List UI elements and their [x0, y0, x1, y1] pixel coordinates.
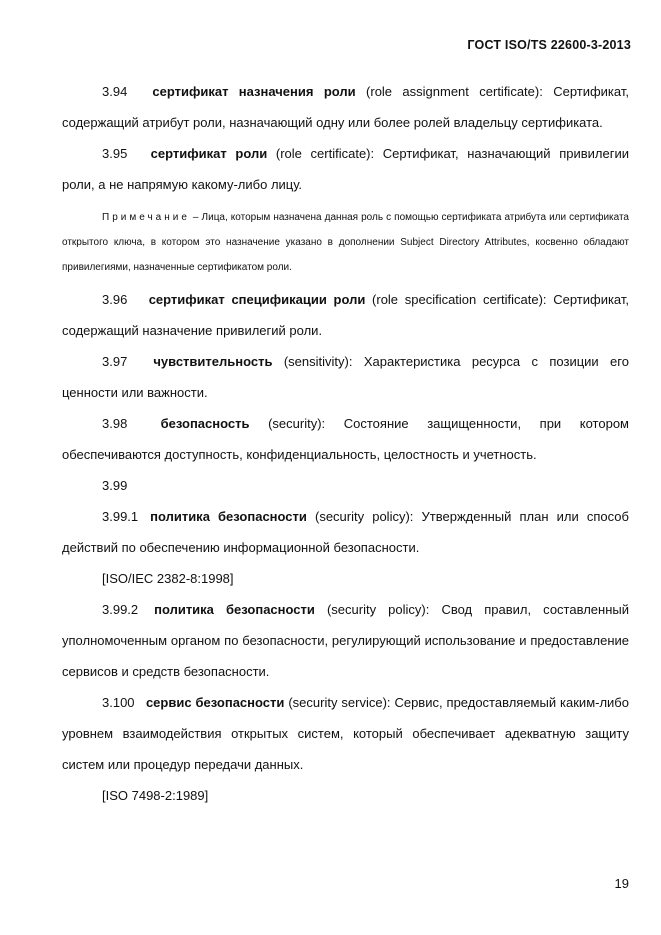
entry-term: сертификат роли [150, 146, 268, 161]
document-body [62, 76, 629, 811]
source-reference: [ISO/IEC 2382-8:1998] [102, 571, 234, 586]
entry-definition: (role assignment certificate): Сертификат, содержащий атрибут роли, назначающий одну или более ролей владельцу сертификата. [62, 84, 629, 130]
source-reference: [ISO 7498-2:1989] [102, 788, 209, 803]
entry-term: сертификат назначения роли [152, 84, 356, 99]
entry-term: сервис безопасности [145, 695, 285, 710]
entry-3-99 [62, 470, 629, 501]
entry-number: 3.95 [102, 146, 128, 161]
entry-definition: (role specification certificate): Сертификат, содержащий назначение привилегий роли. [62, 292, 629, 338]
entry-number: 3.98 [102, 416, 128, 431]
entry-number: 3.97 [102, 354, 128, 369]
entry-number: 3.100 [102, 695, 135, 710]
entry-3-99-1 [62, 501, 629, 563]
entry-3-100 [62, 687, 629, 780]
entry-3-97 [62, 346, 629, 408]
entry-term: политика безопасности [150, 509, 307, 524]
note-text: – Лица, которым назначена данная роль с помощью сертификата атрибута или сертификата открытого ключа, в котором это назначение указано в дополнении Subject Directory Attributes, косвенно обладают привилегиями, назначенные сертификатом роли. [62, 212, 629, 273]
entry-number: 3.99.2 [102, 602, 139, 617]
entry-definition: (security service): Сервис, предоставляемый каким-либо уровнем взаимодействия открытых систем, который обеспечивает адекватную защиту систем или процедур передачи данных. [62, 695, 629, 772]
entry-definition: (security policy): Утвержденный план или способ действий по обеспечению информационной безопасности. [62, 509, 629, 555]
entry-3-95 [62, 138, 629, 200]
entry-term: безопасность [160, 416, 250, 431]
entry-definition: (sensitivity): Характеристика ресурса с позиции его ценности или важности. [62, 354, 629, 400]
reference-3-99-1 [62, 563, 629, 594]
reference-3-100 [62, 780, 629, 811]
entry-definition: (security): Состояние защищенности, при котором обеспечиваются доступность, конфиденциальность, целостность и учетность. [62, 416, 629, 462]
note-label: Примечание [102, 212, 190, 223]
entry-3-94 [62, 76, 629, 138]
entry-number: 3.99.1 [102, 509, 139, 524]
entry-3-96 [62, 284, 629, 346]
entry-definition: (security policy): Свод правил, составленный уполномоченным органом по безопасности, регулирующий использование и предоставление сервисов и средств безопасности. [62, 602, 629, 679]
entry-term: сертификат спецификации роли [148, 292, 366, 307]
note-3-95 [62, 205, 629, 280]
page-number: 19 [614, 876, 629, 891]
entry-number: 3.96 [102, 292, 128, 307]
entry-definition: (role certificate): Сертификат, назначающий привилегии роли, а не напрямую какому-либо лицу. [62, 146, 629, 192]
entry-3-98 [62, 408, 629, 470]
entry-3-99-2 [62, 594, 629, 687]
entry-term: чувствительность [153, 354, 273, 369]
entry-number: 3.94 [102, 84, 128, 99]
entry-term: политика безопасности [154, 602, 315, 617]
entry-number: 3.99 [102, 478, 128, 493]
document-code-header: ГОСТ ISO/TS 22600-3-2013 [467, 38, 631, 52]
